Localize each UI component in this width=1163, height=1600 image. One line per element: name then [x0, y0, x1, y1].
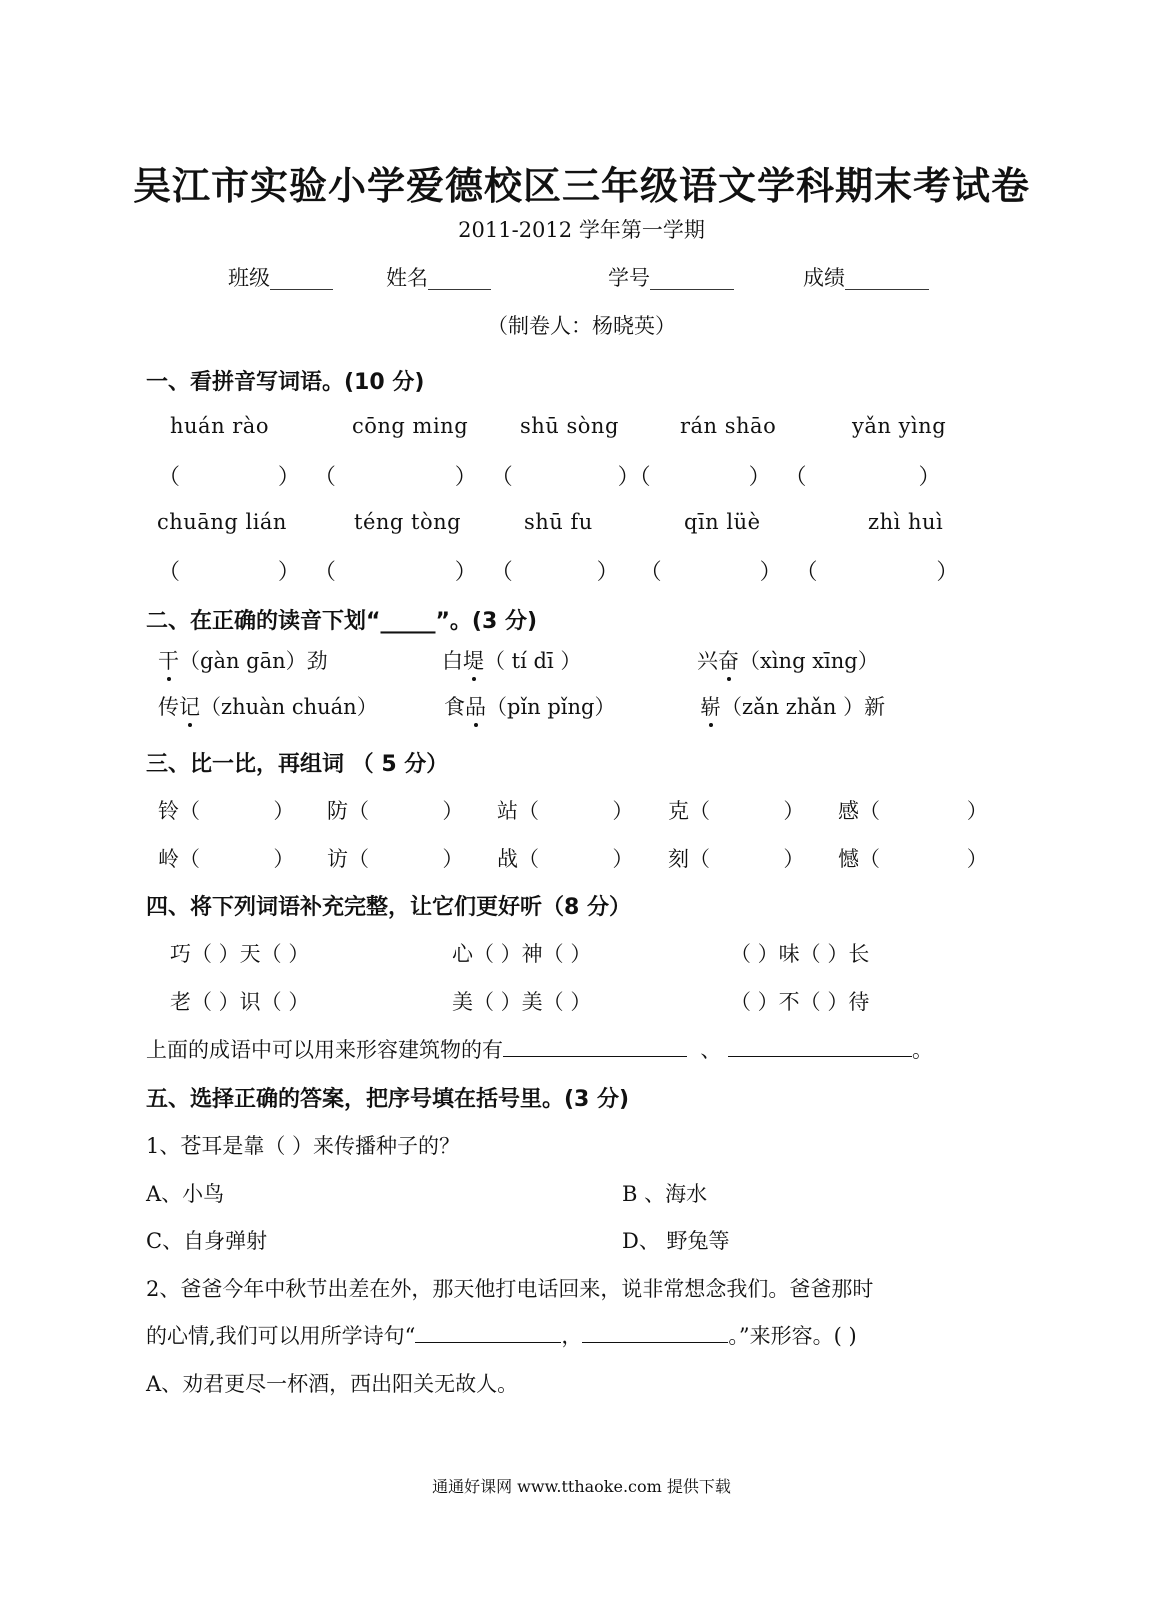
pinyin-item: shū fu	[524, 510, 593, 534]
pronunciation-item	[697, 645, 879, 675]
section-1-heading: 一、看拼音写词语。(10 分)	[146, 370, 425, 395]
section-5-heading: 五、选择正确的答案，把序号填在括号里。(3 分)	[146, 1087, 630, 1112]
score-field: 成绩________	[803, 266, 929, 290]
compare-char: 克（ ）	[668, 799, 805, 823]
idiom-item: 美（ ）美（ ）	[452, 990, 592, 1014]
question-2-line-1: 2、爸爸今年中秋节出差在外，那天他打电话回来，说非常想念我们。爸爸那时	[146, 1277, 874, 1301]
option-b: B 、海水	[622, 1182, 708, 1206]
idiom-item: 巧（ ）天（ ）	[170, 942, 310, 966]
option-d: D、 野兔等	[622, 1229, 730, 1253]
section-3-heading: 三、比一比，再组词 （ 5 分）	[146, 752, 449, 777]
semester-subtitle: 2011-2012 学年第一学期	[458, 218, 705, 242]
pronunciation-options: （ tí dī ）	[484, 649, 582, 673]
page-title: 吴江市实验小学爱德校区三年级语文学科期末考试卷	[132, 164, 1030, 208]
pinyin-item: téng tòng	[354, 510, 462, 534]
dotted-char: 品	[465, 691, 486, 721]
answer-blank	[415, 1322, 561, 1343]
idiom-item: （ ）不（ ）待	[730, 990, 870, 1014]
section-4-heading: 四、将下列词语补充完整，让它们更好听（8 分）	[146, 895, 631, 920]
answer-brackets-row: （ ） （ ） （ ） （ ） （ ）	[158, 560, 959, 585]
question-2-option-a: A、劝君更尽一杯酒，西出阳关无故人。	[146, 1372, 519, 1396]
answer-brackets-row: （ ） （ ） （ ）（ ） （ ）	[158, 465, 941, 490]
question-2-line-2: 的心情,我们可以用所学诗句“ ， 。”来形容。( )	[146, 1324, 857, 1348]
dotted-char: 记	[179, 691, 200, 721]
compare-char: 访（ ）	[327, 847, 464, 871]
pronunciation-options: （xìng xīng）	[739, 649, 879, 673]
student-id-field: 学号________	[608, 266, 734, 290]
dotted-char: 崭	[700, 691, 721, 721]
idiom-item: 心（ ）神（ ）	[452, 942, 592, 966]
building-idiom-line: 上面的成语中可以用来形容建筑物的有 、 。	[146, 1038, 934, 1062]
question-1: 1、苍耳是靠（ ）来传播种子的？	[146, 1134, 461, 1158]
plain-char: 兴	[697, 649, 718, 673]
compare-char: 感（ ）	[838, 799, 988, 823]
answer-blank	[728, 1036, 912, 1057]
pinyin-item: yǎn yìng	[852, 414, 947, 438]
idiom-item: 老（ ）识（ ）	[170, 990, 310, 1014]
answer-blank	[582, 1322, 728, 1343]
answer-blank	[503, 1036, 687, 1057]
section-2-heading: 二、在正确的读音下划“_____”。(3 分)	[146, 609, 537, 634]
pronunciation-item	[442, 645, 581, 675]
pronunciation-options: （zǎn zhǎn ）新	[721, 695, 886, 719]
name-field: 姓名______	[386, 266, 491, 290]
option-a: A、小鸟	[146, 1182, 225, 1206]
compare-char: 刻（ ）	[668, 847, 805, 871]
plain-char: 食	[444, 695, 465, 719]
paper-maker: （制卷人：杨晓英）	[487, 314, 676, 338]
pronunciation-options: （zhuàn chuán）	[200, 695, 378, 719]
option-c: C、自身弹射	[146, 1229, 268, 1253]
compare-char: 憾（ ）	[838, 847, 988, 871]
pronunciation-item	[158, 645, 328, 675]
idiom-item: （ ）味（ ）长	[730, 942, 870, 966]
pinyin-item: rán shāo	[680, 414, 777, 438]
pinyin-item: huán rào	[170, 414, 269, 438]
compare-char: 铃（ ）	[158, 799, 295, 823]
pronunciation-options: （pǐn pǐng）	[486, 695, 616, 719]
compare-char: 站（ ）	[497, 799, 634, 823]
compare-char: 岭（ ）	[158, 847, 295, 871]
pinyin-item: shū sòng	[520, 414, 619, 438]
pronunciation-item	[700, 691, 885, 721]
pronunciation-item	[158, 691, 378, 721]
class-field: 班级______	[228, 266, 333, 290]
pinyin-item: chuāng lián	[157, 510, 287, 534]
footer-credit: 通通好课网 www.tthaoke.com 提供下载	[432, 1477, 731, 1496]
pronunciation-options: （gàn gān）劲	[179, 649, 328, 673]
pronunciation-item	[444, 691, 616, 721]
compare-char: 战（ ）	[497, 847, 634, 871]
pinyin-item: zhì huì	[868, 510, 944, 534]
dotted-char: 干	[158, 645, 179, 675]
plain-char: 白	[442, 649, 463, 673]
dotted-char: 奋	[718, 645, 739, 675]
compare-char: 防（ ）	[327, 799, 464, 823]
dotted-char: 堤	[463, 645, 484, 675]
pinyin-item: cōng ming	[352, 414, 469, 438]
pinyin-item: qīn lüè	[684, 510, 761, 534]
plain-char: 传	[158, 695, 179, 719]
